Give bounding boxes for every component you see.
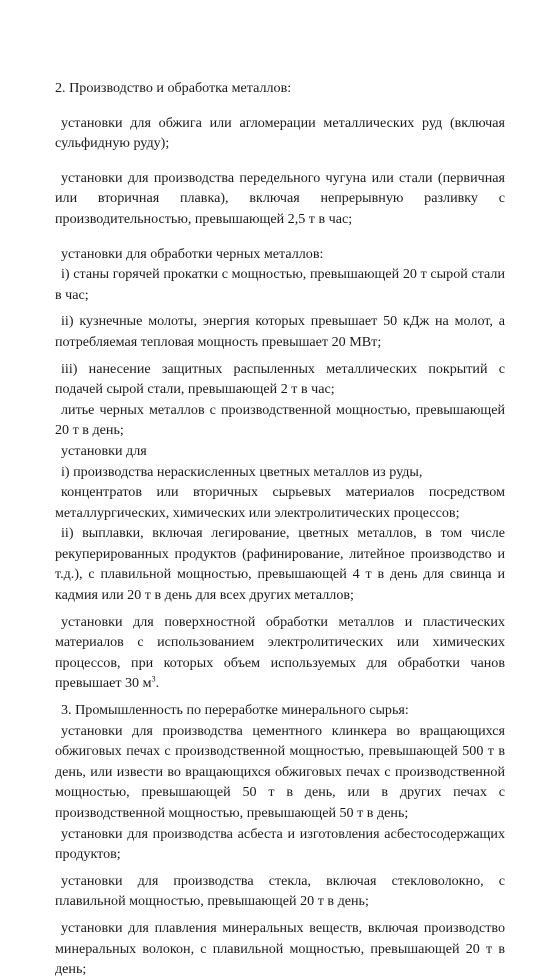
paragraph-mineral-melting: установки для плавления минеральных веществ, включая производство минеральных волокон, с плавильной мощностью, превышающей 20 т в день; [55, 919, 505, 978]
paragraph-ferrous-casting: литье черных металлов с производственной мощностью, превышающей 20 т в день; [55, 401, 505, 439]
list-item-hot-rolling: i) станы горячей прокатки с мощностью, превышающей 20 т сырой стали в час; [55, 266, 505, 303]
section-3-heading: 3. Промышленность по переработке минерального сырья: [61, 702, 409, 719]
list-item-forge-hammers: ii) кузнечные молоты, энергия которых превышает 50 кДж на молот, а потребляемая тепловая мощность превышает 20 МВт; [55, 313, 505, 350]
paragraph-asbestos: установки для производства асбеста и изготовления асбестосодержащих продуктов; [55, 825, 505, 863]
paragraph-glass: установки для производства стекла, включая стекловолокно, с плавильной мощностью, превышающей 20 т в день; [55, 872, 505, 910]
list-item-smelting: ii) выплавки, включая легирование, цветных металлов, в том числе рекуперированных продуктов (рафинирование, литейное производство и т.д.), с плавильной мощностью, превышающей 4 т в день для свинца и кадмия или 20 т в день для всех других металлов; [55, 525, 505, 604]
list-item-nonferrous-production-cont: концентратов или вторичных сырьевых материалов посредством металлургических, химических или электролитических процессов; [55, 484, 505, 521]
surface-treatment-end: . [155, 675, 160, 692]
paragraph-pig-iron: установки для производства передельного чугуна или стали (первичная или вторичная плавка), включая непрерывную разливку с производительностью, превышающей 2,5 т в час; [55, 169, 505, 227]
surface-treatment-text: установки для поверхностной обработки металлов и пластических материалов с использованием электролитических или химических процессов, при которых объем используемых для обработки чанов превышает 30 м [55, 613, 505, 692]
paragraph-ferrous-processing: установки для обработки черных металлов: [61, 245, 324, 262]
list-item-protective-coatings: iii) нанесение защитных распыленных металлических покрытий с подачей сырой стали, превышающей 2 т в час; [55, 360, 505, 398]
paragraph-cement-clinker: установки для производства цементного клинкера во вращающихся обжиговых печах с производственной мощностью, превышающей 500 т в день, или извести во вращающихся обжиговых печах с производственной мощностью, превышающей 50 т в день, или в других печах с производственной мощностью, превышающей 50 т в день; [55, 722, 505, 821]
cubic-superscript: 3 [151, 674, 156, 684]
document-page [55, 78, 505, 980]
paragraph-surface-treatment [55, 612, 505, 694]
list-item-nonferrous-production: i) производства нераскисленных цветных металлов из руды, [61, 463, 423, 480]
section-2-heading: 2. Производство и обработка металлов: [55, 80, 292, 96]
paragraph-ore-roasting: установки для обжига или агломерации металлических руд (включая сульфидную руду); [55, 114, 505, 152]
paragraph-installations-for: установки для [61, 442, 147, 459]
